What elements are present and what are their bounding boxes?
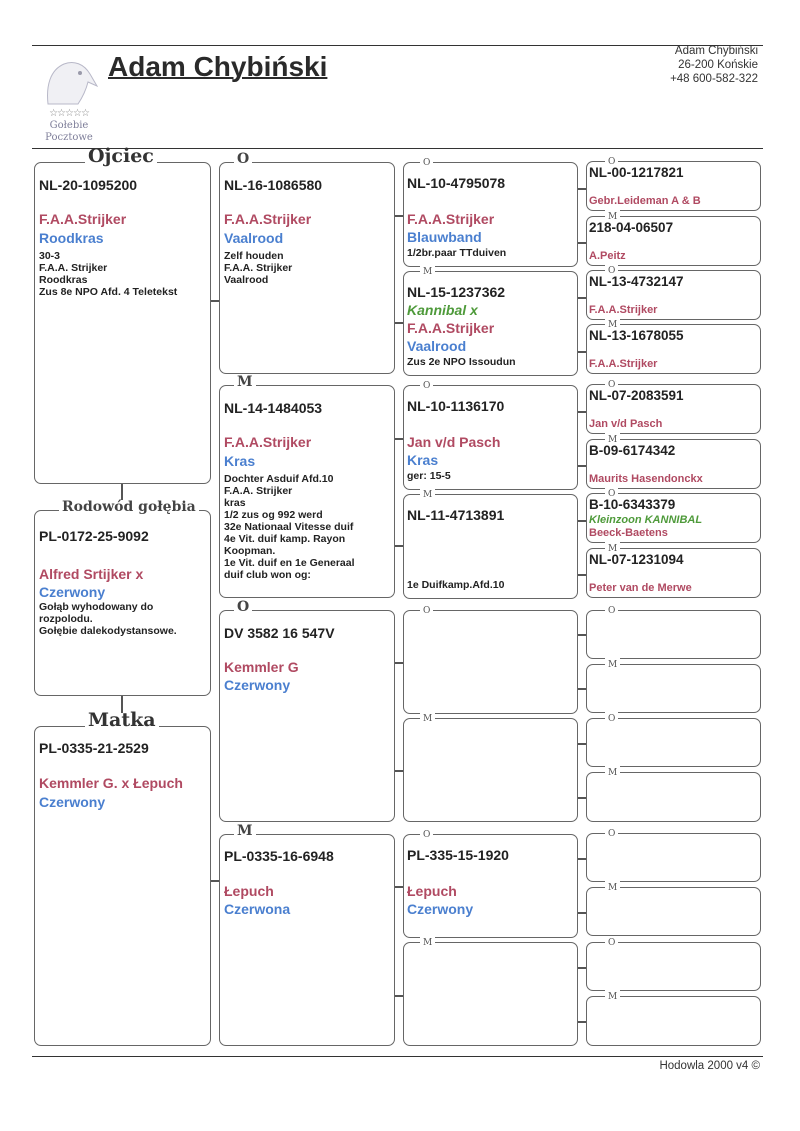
box-label: O (605, 264, 618, 278)
connector (578, 297, 586, 299)
footer-credit: Hodowla 2000 v4 © (659, 1060, 760, 1072)
connector (395, 215, 403, 217)
notes: 1/2br.paar TTduiven (407, 247, 507, 259)
gen4-box-11[interactable] (586, 714, 761, 767)
box-label: M (605, 658, 620, 672)
box-label: M (605, 990, 620, 1004)
gen2-box-sire-dam[interactable] (219, 374, 395, 598)
ring-number: NL-15-1237362 (407, 284, 506, 300)
connector (578, 797, 586, 799)
mother-box[interactable] (34, 709, 211, 1046)
box-label: M (605, 766, 620, 780)
breeder: Alfred Srtijker x (39, 566, 144, 582)
ring-number: NL-14-1484053 (224, 400, 323, 416)
gen4-box-4[interactable] (586, 320, 761, 374)
connector (578, 967, 586, 969)
gen4-box-13[interactable] (586, 829, 761, 882)
breeder: Kemmler G. x Łepuch (39, 775, 183, 791)
notes: Zelf houden F.A.A. Strijker Vaalrood (224, 250, 293, 286)
gen3-box-6[interactable] (403, 714, 578, 822)
contact-address: 26-200 Końskie (678, 59, 758, 71)
breeder: Beeck-Baetens (589, 527, 668, 539)
color: Blauwband (407, 229, 482, 245)
father-label: Ojciec (85, 149, 157, 163)
box-label: M (420, 488, 435, 502)
logo-text-line2: Pocztowe (45, 132, 93, 143)
logo (34, 52, 104, 144)
ring-number: B-09-6174342 (589, 443, 676, 458)
color: Czerwony (39, 584, 106, 600)
subject-box[interactable] (34, 499, 211, 696)
connector (395, 438, 403, 440)
box-label: O (605, 827, 618, 841)
color: Kras (224, 453, 256, 469)
box-label: M (605, 433, 620, 447)
notes: 1e Duifkamp.Afd.10 (407, 579, 505, 591)
gen4-box-2[interactable] (586, 212, 761, 266)
breeder: Łepuch (224, 883, 274, 899)
ring-number: NL-13-4732147 (589, 274, 684, 289)
connector (395, 995, 403, 997)
box-label: O (605, 936, 618, 950)
connector (578, 743, 586, 745)
color: Czerwony (224, 677, 291, 693)
ring-number: B-10-6343379 (589, 497, 676, 512)
gen3-box-8[interactable] (403, 938, 578, 1046)
breeder: Gebr.Leideman A & B (589, 195, 701, 207)
box-label: O (605, 487, 618, 501)
connector (578, 1021, 586, 1023)
breeder: F.A.A.Strijker (407, 211, 495, 227)
gen4-box-16[interactable] (586, 992, 761, 1046)
ring-number: NL-16-1086580 (224, 177, 323, 193)
gen2-box-sire-sire[interactable] (219, 151, 395, 374)
box-label: M (234, 824, 256, 838)
ring-number: NL-10-1136170 (407, 398, 505, 414)
breeder: F.A.A.Strijker (407, 320, 495, 336)
box-label: O (420, 379, 433, 393)
breeder: F.A.A.Strijker (224, 434, 312, 450)
contact-name: Adam Chybiński (674, 45, 758, 57)
connector (578, 574, 586, 576)
mother-label: Matka (85, 713, 159, 727)
color: Kras (407, 452, 439, 468)
color: Vaalrood (407, 338, 467, 354)
gen3-box-1[interactable] (403, 158, 578, 267)
gen4-box-15[interactable] (586, 938, 761, 991)
box-label: M (605, 542, 620, 556)
notes: ger: 15-5 (407, 470, 451, 482)
connector (395, 545, 403, 547)
box-label: O (420, 604, 433, 618)
notes: Zus 2e NPO Issoudun (407, 356, 516, 368)
color: Roodkras (39, 230, 104, 246)
gen4-box-14[interactable] (586, 883, 761, 936)
notes: Dochter Asduif Afd.10 F.A.A. Strijker kras 1/2 zus og 992 werd 32e Nationaal Vitesse duif 4e Vit. duif kamp. Rayon Koopman. 1e Vit. duif en 1e Generaal duif club won og: (224, 473, 355, 581)
connector (395, 322, 403, 324)
box-label: O (605, 378, 618, 392)
connector (211, 880, 219, 882)
ring-number: NL-13-1678055 (589, 328, 684, 343)
connector (395, 886, 403, 888)
connector (578, 242, 586, 244)
connector (578, 351, 586, 353)
breeder: F.A.A.Strijker (589, 304, 658, 316)
ring-number: PL-0335-16-6948 (224, 848, 334, 864)
ring-number: NL-07-2083591 (589, 388, 684, 403)
gen4-box-10[interactable] (586, 660, 761, 713)
gen4-box-9[interactable] (586, 606, 761, 659)
box-label: O (420, 156, 433, 170)
color: Czerwona (224, 901, 291, 917)
breeder: Peter van de Merwe (589, 582, 692, 594)
ring-number: PL-335-15-1920 (407, 847, 509, 863)
highlight-note: Kleinzoon KANNIBAL (589, 514, 703, 526)
logo-stars: ☆☆☆☆☆ (49, 108, 89, 119)
breeder: F.A.A.Strijker (224, 211, 312, 227)
box-label: O (605, 712, 618, 726)
gen3-box-7[interactable] (403, 830, 578, 938)
page-title: Adam Chybiński (108, 51, 328, 82)
top-rule (32, 45, 763, 46)
pigeon-head-icon (42, 56, 98, 106)
connector (578, 912, 586, 914)
logo-text-line1: Gołebie (49, 120, 89, 131)
gen3-box-4[interactable] (403, 490, 578, 599)
ring-number: 218-04-06507 (589, 220, 674, 235)
subject-label: Rodowód gołębia (59, 500, 199, 514)
box-label: O (234, 600, 252, 614)
box-label: M (605, 318, 620, 332)
ring-number: NL-20-1095200 (39, 177, 138, 193)
box-label: M (234, 375, 256, 389)
gen4-box-8[interactable] (586, 544, 761, 598)
connector (578, 188, 586, 190)
gen4-box-6[interactable] (586, 435, 761, 489)
breeder: F.A.A.Strijker (39, 211, 127, 227)
gen4-box-1[interactable] (586, 157, 761, 211)
box-label: O (420, 828, 433, 842)
breeder: Kemmler G (224, 659, 299, 675)
contact-block (670, 44, 758, 86)
connector (578, 465, 586, 467)
breeder: Łepuch (407, 883, 457, 899)
highlight-note: Kannibal x (407, 302, 478, 318)
contact-phone: +48 600-582-322 (670, 73, 758, 85)
breeder: Jan v/d Pasch (589, 418, 663, 430)
color: Czerwony (407, 901, 474, 917)
gen3-box-3[interactable] (403, 381, 578, 490)
ring-number: NL-00-1217821 (589, 165, 684, 180)
box-label: M (420, 712, 435, 726)
ring-number: NL-11-4713891 (407, 507, 505, 523)
connector (211, 300, 219, 302)
box-label: M (605, 210, 620, 224)
ring-number: DV 3582 16 547V (224, 625, 335, 641)
breeder: A.Peitz (589, 250, 626, 262)
gen4-box-3[interactable] (586, 266, 761, 320)
color: Vaalrood (224, 230, 284, 246)
box-label: M (420, 936, 435, 950)
connector (578, 858, 586, 860)
box-label: M (605, 881, 620, 895)
connector (578, 411, 586, 413)
connector (578, 688, 586, 690)
connector (395, 662, 403, 664)
ring-number: PL-0172-25-9092 (39, 528, 149, 544)
footer-rule (32, 1056, 763, 1057)
breeder: Jan v/d Pasch (407, 434, 501, 450)
notes: Gołąb wyhodowany do rozpolodu. Gołębie dalekodystansowe. (39, 601, 177, 637)
ring-number: NL-07-1231094 (589, 552, 684, 567)
ring-number: NL-10-4795078 (407, 175, 506, 191)
gen4-box-5[interactable] (586, 380, 761, 434)
gen3-box-5[interactable] (403, 606, 578, 714)
notes: 30-3 F.A.A. Strijker Roodkras Zus 8e NPO Afd. 4 Teletekst (39, 250, 178, 298)
gen4-box-12[interactable] (586, 768, 761, 822)
ring-number: PL-0335-21-2529 (39, 740, 149, 756)
box-label: M (420, 265, 435, 279)
connector (578, 520, 586, 522)
box-label: O (605, 604, 618, 618)
gen3-box-2[interactable] (403, 267, 578, 376)
father-box[interactable] (34, 145, 211, 484)
box-label: O (234, 152, 252, 166)
gen2-box-dam-sire[interactable] (219, 599, 395, 822)
breeder: F.A.A.Strijker (589, 358, 658, 370)
connector (395, 770, 403, 772)
gen4-box-7[interactable] (586, 489, 761, 543)
color: Czerwony (39, 794, 106, 810)
connector (578, 634, 586, 636)
box-label: O (605, 155, 618, 169)
breeder: Maurits Hasendonckx (589, 473, 703, 485)
gen2-box-dam-dam[interactable] (219, 823, 395, 1046)
